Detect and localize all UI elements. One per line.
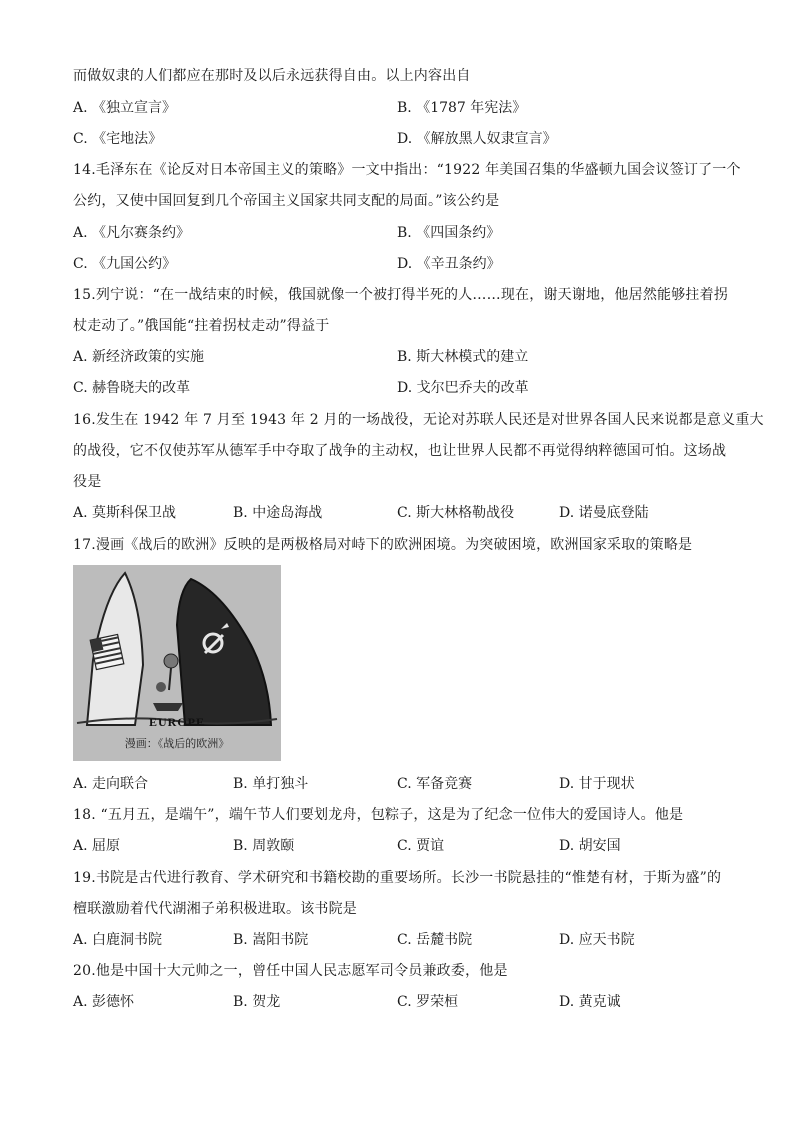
q17-option-a: A. 走向联合	[73, 776, 149, 792]
question-19-stem-line1: 19.书院是古代进行教育、学术研究和书籍校勘的重要场所。长沙一书院悬挂的“惟楚有材，于斯为盛”的	[73, 870, 722, 886]
q18-option-d: D. 胡安国	[559, 838, 621, 854]
question-16-stem-line3: 役是	[73, 474, 102, 490]
q16-option-d: D. 诺曼底登陆	[559, 505, 649, 521]
q20-option-d: D. 黄克诚	[559, 994, 621, 1010]
q15-option-c: C. 赫鲁晓夫的改革	[73, 380, 191, 396]
q20-option-c: C. 罗荣桓	[397, 994, 459, 1010]
q20-option-a: A. 彭德怀	[73, 994, 135, 1010]
question-19-stem-line2: 檀联激励着代代湖湘子弟积极进取。该书院是	[73, 901, 357, 917]
q16-option-c: C. 斯大林格勒战役	[397, 505, 515, 521]
question-17-stem: 17.漫画《战后的欧洲》反映的是两极格局对峙下的欧洲困境。为突破困境，欧洲国家采取的策略是	[73, 537, 693, 553]
q20-option-b: B. 贺龙	[233, 994, 281, 1010]
question-14-stem-line1: 14.毛泽东在《论反对日本帝国主义的策略》一文中指出：“1922 年美国召集的华盛顿九国会议签订了一个	[73, 162, 741, 178]
q18-option-a: A. 屈原	[73, 838, 121, 854]
question-18-stem: 18. “五月五，是端午”，端午节人们要划龙舟，包粽子，这是为了纪念一位伟大的爱国诗人。他是	[73, 807, 684, 823]
q18-option-b: B. 周敦颐	[233, 838, 295, 854]
question-20-stem: 20.他是中国十大元帅之一，曾任中国人民志愿军司令员兼政委，他是	[73, 963, 508, 979]
q14-option-c: C. 《九国公约》	[73, 256, 177, 272]
q19-option-d: D. 应天书院	[559, 932, 635, 948]
q13-option-a: A. 《独立宣言》	[73, 100, 177, 116]
q13-option-d: D. 《解放黑人奴隶宣言》	[397, 131, 557, 147]
question-16-stem-line2: 的战役，它不仅使苏军从德军手中夺取了战争的主动权，也让世界人民都不再觉得纳粹德国可怕。这场战	[73, 443, 727, 459]
q19-option-c: C. 岳麓书院	[397, 932, 473, 948]
q15-option-a: A. 新经济政策的实施	[73, 349, 205, 365]
q19-option-a: A. 白鹿洞书院	[73, 932, 163, 948]
q19-option-b: B. 嵩阳书院	[233, 932, 309, 948]
cartoon-caption: 漫画：《战后的欧洲》	[124, 737, 230, 750]
q15-option-d: D. 戈尔巴乔夫的改革	[397, 380, 529, 396]
cartoon-europe-label: EUROPE	[148, 715, 205, 729]
q16-option-a: A. 莫斯科保卫战	[73, 505, 177, 521]
cartoon-drawing	[73, 565, 281, 761]
question-14-stem-line2: 公约，又使中国回复到几个帝国主义国家共同支配的局面。”该公约是	[73, 193, 500, 209]
q14-option-b: B. 《四国条约》	[397, 225, 501, 241]
q13-option-c: C. 《宅地法》	[73, 131, 163, 147]
q17-option-b: B. 单打独斗	[233, 776, 309, 792]
question-15-stem-line1: 15.列宁说：“在一战结束的时候，俄国就像一个被打得半死的人……现在，谢天谢地，他居然能够拄着拐	[73, 287, 729, 303]
q14-option-a: A. 《凡尔赛条约》	[73, 225, 191, 241]
q14-option-d: D. 《辛丑条约》	[397, 256, 501, 272]
question-13-stem: 而做奴隶的人们都应在那时及以后永远获得自由。以上内容出自	[73, 68, 471, 84]
question-15-stem-line2: 杖走动了。”俄国能“拄着拐杖走动”得益于	[73, 318, 330, 334]
q16-option-b: B. 中途岛海战	[233, 505, 323, 521]
q13-option-b: B. 《1787 年宪法》	[397, 100, 527, 116]
cartoon-postwar-europe	[73, 565, 281, 761]
q17-option-d: D. 甘于现状	[559, 776, 635, 792]
question-16-stem-line1: 16.发生在 1942 年 7 月至 1943 年 2 月的一场战役，无论对苏联人民还是对世界各国人民来说都是意义重大	[73, 412, 764, 428]
q17-option-c: C. 军备竞赛	[397, 776, 473, 792]
q15-option-b: B. 斯大林模式的建立	[397, 349, 529, 365]
q18-option-c: C. 贾谊	[397, 838, 445, 854]
